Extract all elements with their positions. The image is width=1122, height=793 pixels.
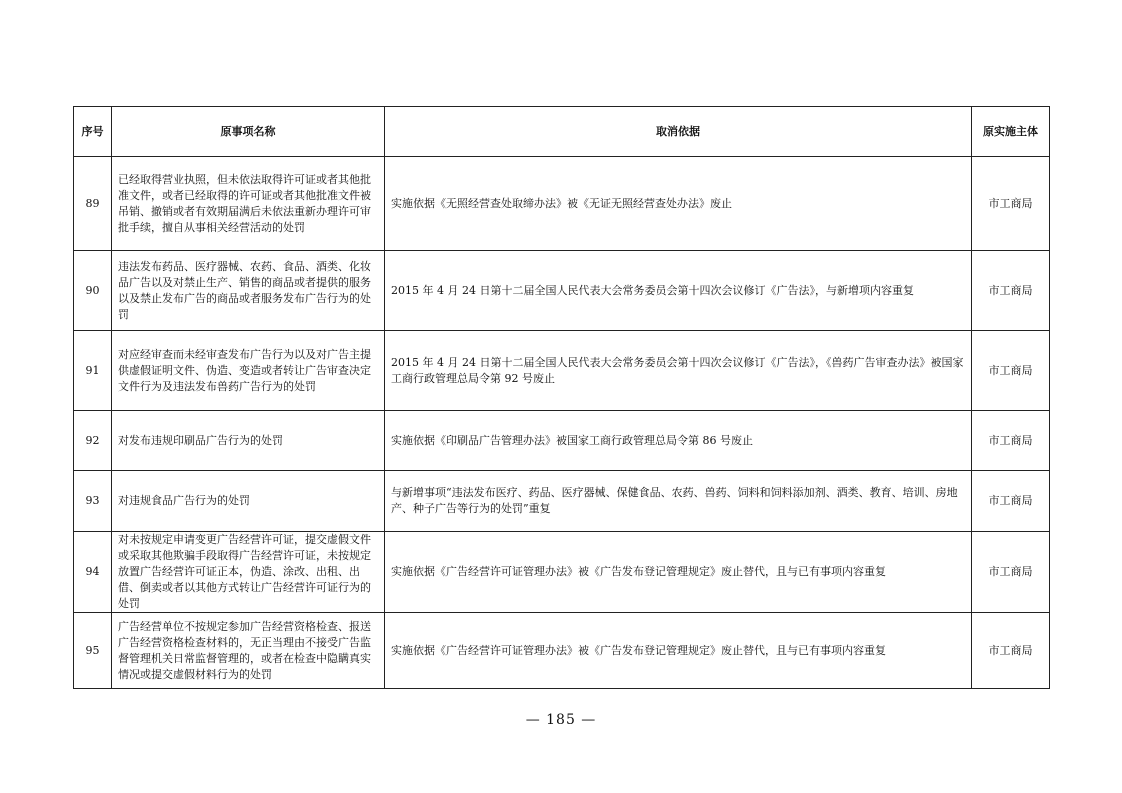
row-item-name: 违法发布药品、医疗器械、农药、食品、酒类、化妆品广告以及对禁止生产、销售的商品或者提供的服务以及禁止发布广告的商品或者服务发布广告行为的处罚 [112,251,385,331]
row-implementing-agency: 市工商局 [972,471,1050,532]
row-item-name: 已经取得营业执照，但未依法取得许可证或者其他批准文件，或者已经取得的许可证或者其他批准文件被吊销、撤销或者有效期届满后未依法重新办理许可审批手续，擅自从事相关经营活动的处罚 [112,157,385,251]
row-item-name: 对未按规定申请变更广告经营许可证，提交虚假文件或采取其他欺骗手段取得广告经营许可证，未按规定放置广告经营许可证正本，伪造、涂改、出租、出借、倒卖或者以其他方式转让广告经营许可证行为的处罚 [112,532,385,613]
header-serial-number: 序号 [74,107,112,157]
header-implementing-agency: 原实施主体 [972,107,1050,157]
row-implementing-agency: 市工商局 [972,251,1050,331]
table-row [74,532,1050,613]
row-serial-number: 95 [74,613,112,689]
row-cancellation-basis: 2015 年 4 月 24 日第十二届全国人民代表大会常务委员会第十四次会议修订《广告法》，与新增项内容重复 [385,251,972,331]
row-implementing-agency: 市工商局 [972,331,1050,411]
cancelled-items-table [73,106,1050,689]
row-serial-number: 89 [74,157,112,251]
row-cancellation-basis: 实施依据《无照经营查处取缔办法》被《无证无照经营查处办法》废止 [385,157,972,251]
row-implementing-agency: 市工商局 [972,157,1050,251]
row-implementing-agency: 市工商局 [972,411,1050,471]
table-header-row [74,107,1050,157]
row-serial-number: 90 [74,251,112,331]
table-row [74,471,1050,532]
row-cancellation-basis: 实施依据《印刷品广告管理办法》被国家工商行政管理总局令第 86 号废止 [385,411,972,471]
header-item-name: 原事项名称 [112,107,385,157]
row-item-name: 对发布违规印刷品广告行为的处罚 [112,411,385,471]
row-serial-number: 93 [74,471,112,532]
row-item-name: 对违规食品广告行为的处罚 [112,471,385,532]
row-cancellation-basis: 与新增事项“违法发布医疗、药品、医疗器械、保健食品、农药、兽药、饲料和饲料添加剂、酒类、教育、培训、房地产、种子广告等行为的处罚”重复 [385,471,972,532]
table-row [74,251,1050,331]
table-row [74,411,1050,471]
row-item-name: 广告经营单位不按规定参加广告经营资格检查、报送广告经营资格检查材料的，无正当理由不接受广告监督管理机关日常监督管理的，或者在检查中隐瞒真实情况或提交虚假材料行为的处罚 [112,613,385,689]
row-implementing-agency: 市工商局 [972,613,1050,689]
row-cancellation-basis: 实施依据《广告经营许可证管理办法》被《广告发布登记管理规定》废止替代，且与已有事项内容重复 [385,613,972,689]
row-item-name: 对应经审查而未经审查发布广告行为以及对广告主提供虚假证明文件、伪造、变造或者转让广告审查决定文件行为及违法发布兽药广告行为的处罚 [112,331,385,411]
page-number: — 185 — [525,712,597,728]
row-serial-number: 91 [74,331,112,411]
row-serial-number: 94 [74,532,112,613]
row-cancellation-basis: 2015 年 4 月 24 日第十二届全国人民代表大会常务委员会第十四次会议修订《广告法》，《兽药广告审查办法》被国家工商行政管理总局令第 92 号废止 [385,331,972,411]
table-row [74,157,1050,251]
row-implementing-agency: 市工商局 [972,532,1050,613]
table-row [74,613,1050,689]
table-row [74,331,1050,411]
row-cancellation-basis: 实施依据《广告经营许可证管理办法》被《广告发布登记管理规定》废止替代，且与已有事项内容重复 [385,532,972,613]
row-serial-number: 92 [74,411,112,471]
header-cancellation-basis: 取消依据 [385,107,972,157]
